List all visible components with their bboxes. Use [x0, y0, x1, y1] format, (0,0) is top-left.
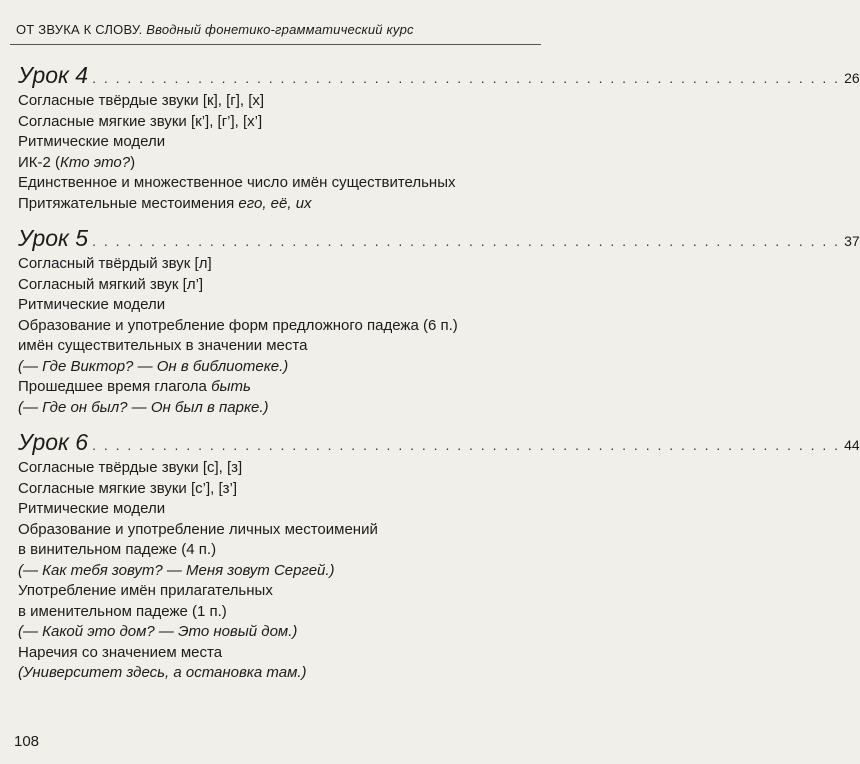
lesson-4-entry: [18, 62, 860, 214]
example-dialogue: (— Где Виктор? — Он в библиотеке.): [18, 357, 289, 375]
lesson-6-entry: [18, 429, 860, 684]
topic-line: в винительном падеже (4 п.): [18, 541, 217, 558]
lesson-page-number: 44: [844, 437, 860, 453]
intonation-label: ИК-2 (: [18, 153, 61, 171]
possessive-label: Притяжательные местоимения: [18, 194, 239, 212]
example-sentence: (Университет здесь, а остановка там.): [18, 664, 307, 681]
past-tense-label: Прошедшее время глагола: [18, 378, 212, 395]
topic-line: Образование и употребление форм предложного падежа (6 п.): [18, 316, 458, 334]
lesson-page-number: 26: [844, 70, 860, 86]
topic-line: Образование и употребление личных местоимений: [18, 520, 378, 538]
topic-line: Согласные твёрдые звуки [к], [г], [х]: [18, 92, 265, 109]
intonation-line: [18, 153, 534, 174]
topic-line: Ритмические модели: [18, 133, 166, 150]
lesson-5-entry: [18, 225, 860, 418]
topic-line: Употребление имён прилагательных: [18, 582, 273, 599]
header-divider: [10, 44, 541, 45]
course-subtitle: Вводный фонетико-грамматический курс: [146, 22, 414, 37]
topic-line: Согласные мягкие звуки [к’], [г’], [х’]: [18, 112, 263, 130]
lesson-title: Урок 4: [18, 62, 89, 88]
topic-line: в именительном падеже (1 п.): [18, 602, 227, 620]
topic-line: имён существительных в значении места: [18, 337, 308, 354]
topic-line: Ритмические модели: [18, 500, 166, 517]
lesson-title: Урок 5: [18, 225, 89, 251]
topic-line: Согласный твёрдый звук [л]: [18, 255, 212, 272]
possessive-example: его, её, их: [238, 194, 312, 212]
lesson-page-number: 37: [844, 233, 860, 249]
page-number: 108: [14, 733, 40, 750]
topic-line: Ритмические модели: [18, 296, 166, 313]
lesson-4-heading: [18, 62, 860, 89]
topic-line: Согласный мягкий звук [л’]: [18, 275, 204, 293]
topic-line: Согласные мягкие звуки [с’], [з’]: [18, 479, 238, 497]
past-tense-line: [18, 377, 534, 398]
topic-line: Единственное и множественное число имён существительных: [18, 174, 456, 191]
lesson-6-heading: [18, 429, 860, 456]
table-of-contents: [18, 62, 860, 695]
intonation-close: ): [130, 153, 136, 171]
leader-dots: . . . . . . . . . . . . . . . . . . . . . . . . . . . . . . . . . . . . . . . . . . . . . . . . . . . . . . . . . . . . . . . .: [92, 233, 841, 249]
topic-line: Согласные твёрдые звуки [с], [з]: [18, 459, 243, 476]
leader-dots: . . . . . . . . . . . . . . . . . . . . . . . . . . . . . . . . . . . . . . . . . . . . . . . . . . . . . . . . . . . . . . . .: [92, 70, 841, 86]
series-title: ОТ ЗВУКА К СЛОВУ.: [16, 22, 143, 37]
intonation-example: Кто это?: [60, 153, 131, 171]
past-tense-verb: быть: [211, 378, 251, 395]
example-dialogue: (— Где он был? — Он был в парке.): [18, 398, 269, 416]
leader-dots: . . . . . . . . . . . . . . . . . . . . . . . . . . . . . . . . . . . . . . . . . . . . . . . . . . . . . . . . . . . . . . . .: [92, 437, 841, 453]
example-dialogue: (— Как тебя зовут? — Меня зовут Сергей.): [18, 561, 335, 579]
possessive-line: [18, 194, 534, 215]
running-header: [16, 22, 414, 37]
topic-line: Наречия со значением места: [18, 643, 223, 661]
lesson-title: Урок 6: [18, 429, 89, 455]
lesson-5-heading: [18, 225, 860, 252]
example-dialogue: (— Какой это дом? — Это новый дом.): [18, 623, 298, 640]
